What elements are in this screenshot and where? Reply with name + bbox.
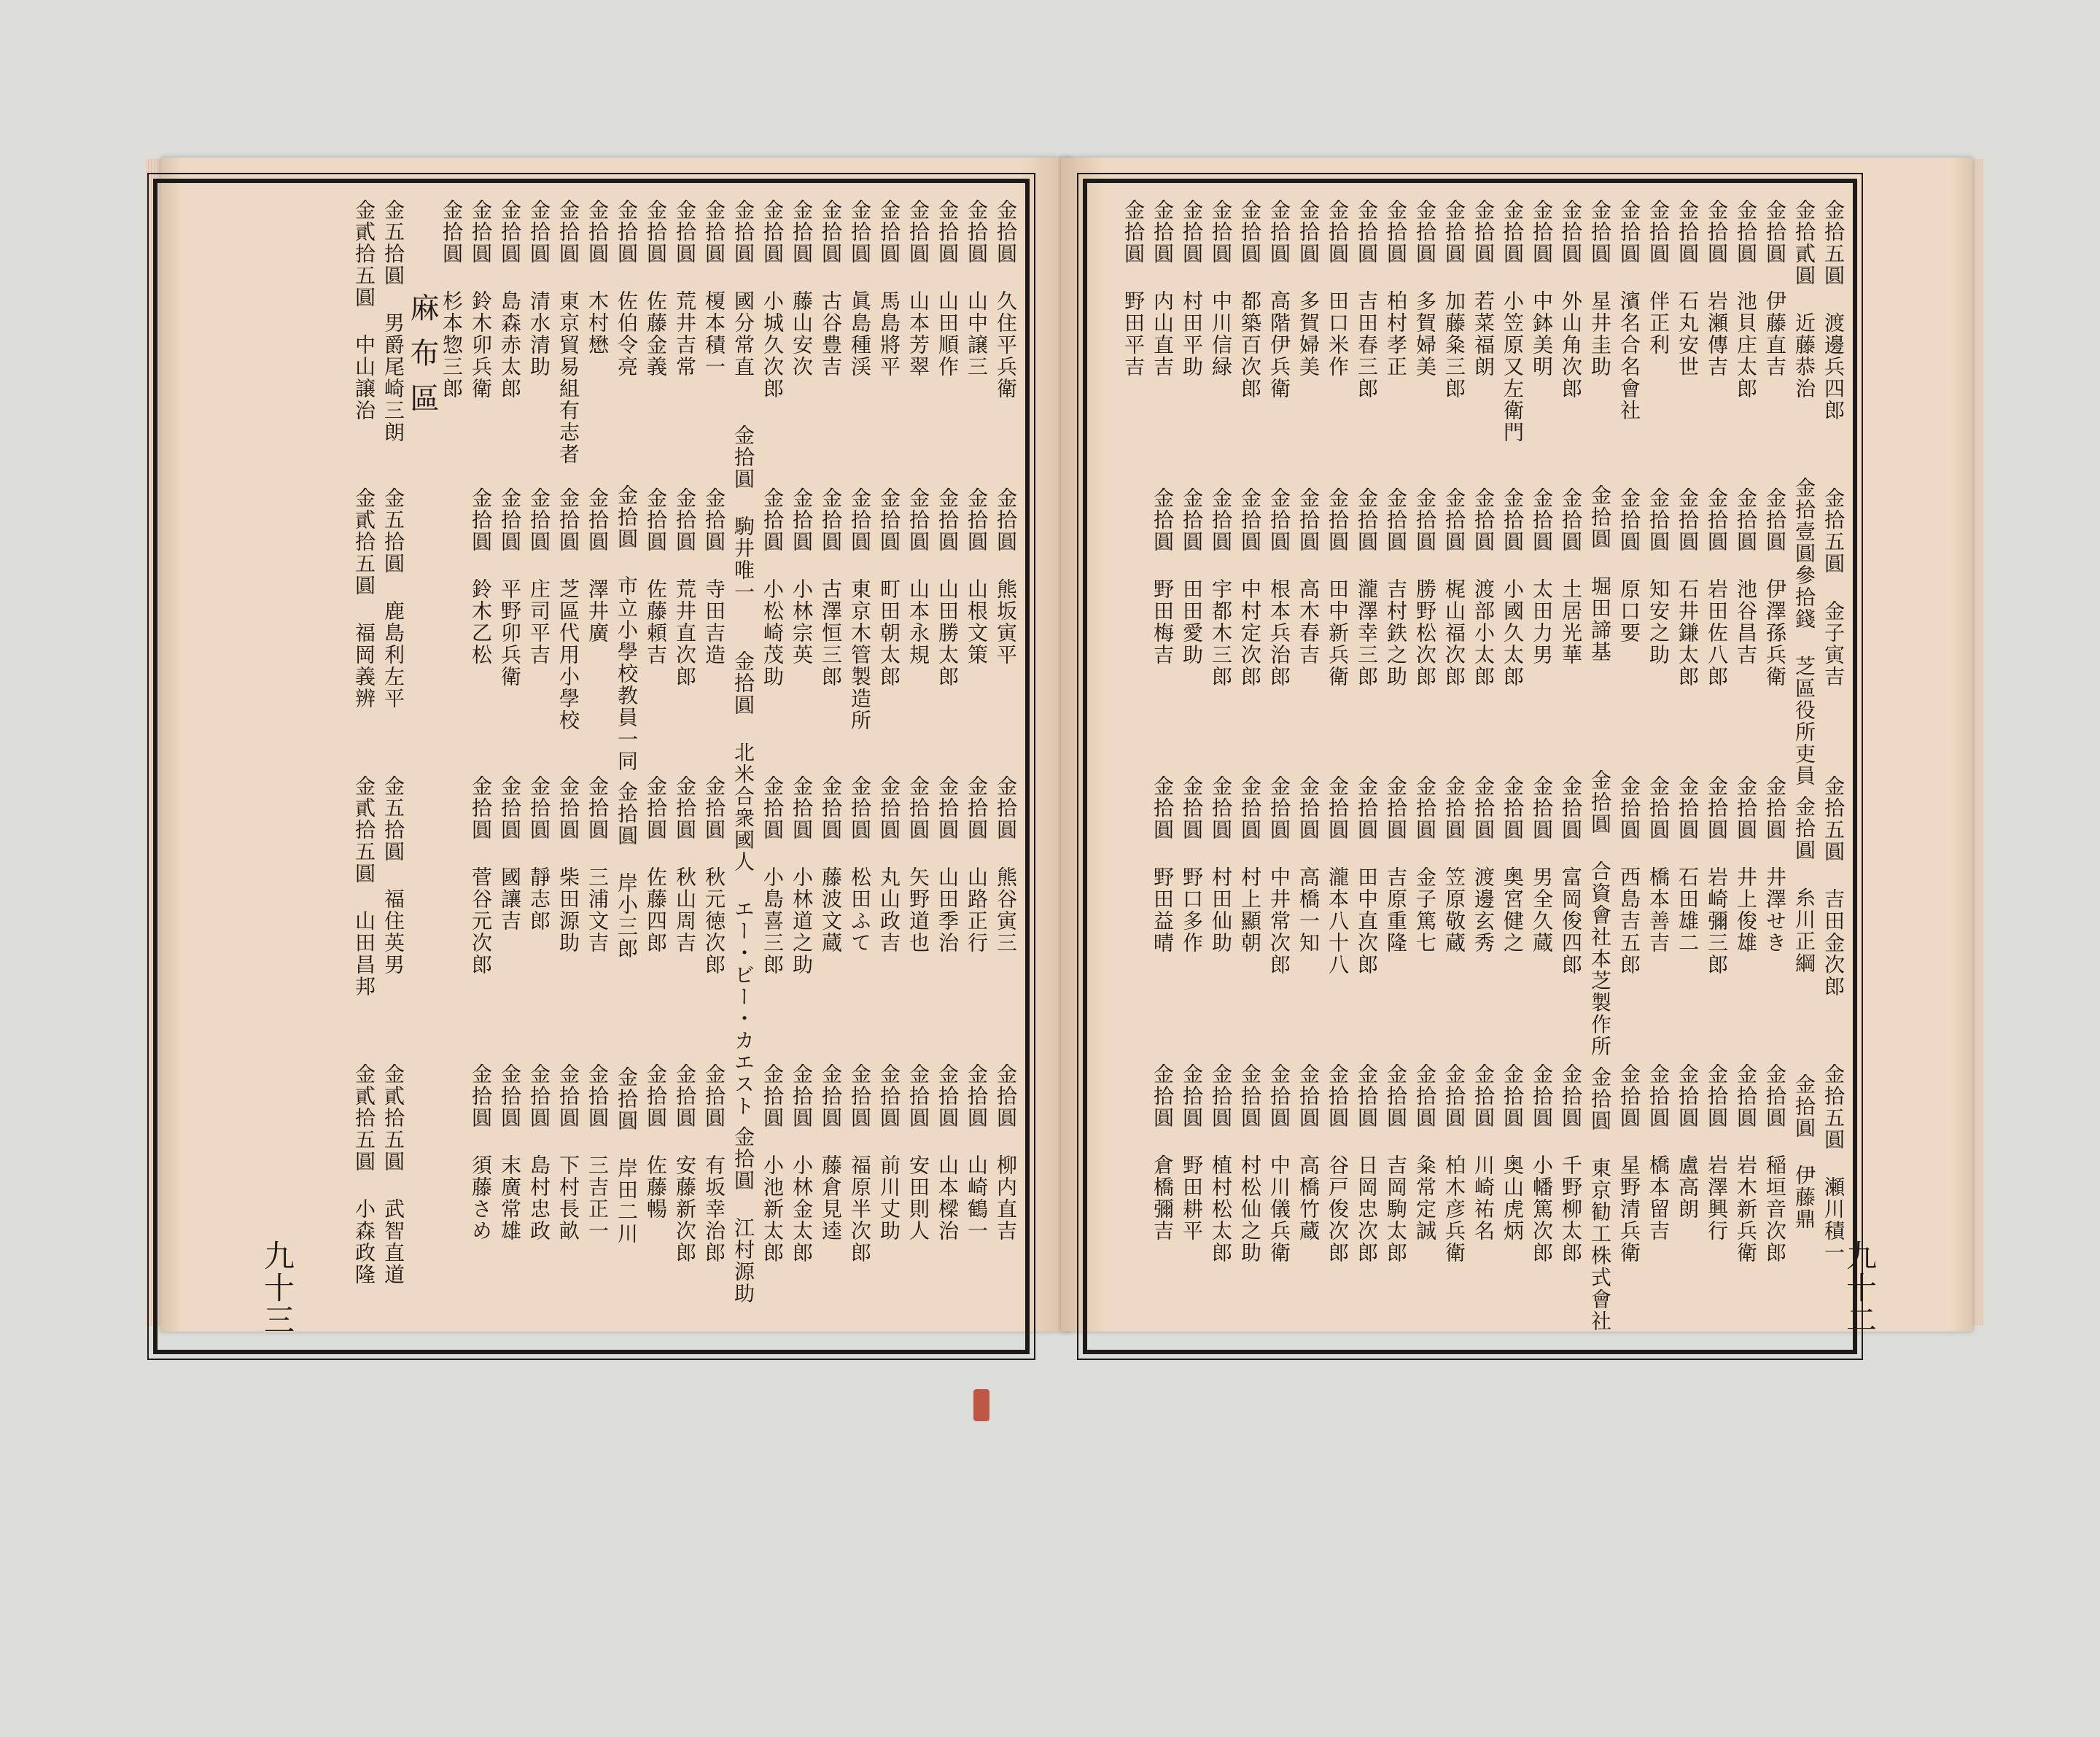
donor-entry: 金拾圓 島森赤太郎 — [498, 199, 522, 400]
donor-entry: 金拾圓 田口米作 — [1326, 199, 1350, 378]
donor-entry: 金拾圓 岩瀬傳吉 — [1705, 199, 1729, 378]
text-column — [376, 190, 405, 1342]
donor-entry: 金拾圓 矢野道也 — [906, 775, 930, 954]
donor-entry: 金拾圓 岩田佐八郎 — [1705, 487, 1729, 688]
text-column — [872, 190, 901, 1342]
text-column — [639, 190, 668, 1342]
donor-entry: 金拾圓 藤倉見逵 — [819, 1063, 843, 1242]
donor-entry: 金拾圓 勝野松次郎 — [1413, 487, 1437, 688]
donor-entry: 金拾圓 芝區代用小學校 — [556, 487, 580, 731]
donor-entry: 金拾圓 安藤新次郎 — [673, 1063, 697, 1264]
donor-entry: 金拾圓 奥宮健之 — [1501, 775, 1525, 954]
donor-entry: 金拾圓 佐藤頼吉 — [644, 487, 668, 666]
donor-entry: 金拾圓 石丸安世 — [1676, 199, 1700, 378]
donor-entry: 金拾圓 藤山安次 — [790, 199, 814, 378]
donor-entry: 金拾圓 池貝庄太郎 — [1734, 199, 1758, 400]
left-columns — [165, 190, 1018, 1342]
donor-entry: 金拾圓 吉田春三郎 — [1355, 199, 1379, 400]
text-column — [1291, 190, 1321, 1342]
text-column — [1787, 190, 1816, 1342]
text-column — [464, 190, 493, 1342]
donor-entry: 金拾圓 濱名合名會社 — [1617, 199, 1641, 421]
donor-entry: 金拾圓 島村忠政 — [527, 1063, 551, 1242]
donor-entry: 金拾圓 伊藤直吉 — [1763, 199, 1787, 378]
text-column — [610, 190, 639, 1342]
donor-entry: 金拾圓 古澤恒三郎 — [819, 487, 843, 688]
donor-entry: 金拾圓 奥山虎炳 — [1501, 1063, 1525, 1242]
text-column — [960, 190, 989, 1342]
text-column — [989, 190, 1018, 1342]
text-column — [1350, 190, 1379, 1342]
donor-entry: 金拾圓 澤井廣 — [586, 487, 610, 644]
donor-entry: 金拾圓 佐藤四郎 — [644, 775, 668, 954]
donor-entry: 金拾圓 加藤粂三郎 — [1442, 199, 1466, 400]
donor-entry: 金拾圓 國分常直 — [731, 199, 755, 378]
donor-entry: 金拾圓 星野清兵衛 — [1617, 1063, 1641, 1264]
donor-entry: 金拾圓 根本兵治郎 — [1267, 487, 1291, 688]
donor-entry: 金拾圓 山路正行 — [965, 775, 989, 954]
left-page-frame — [153, 179, 1030, 1354]
text-column — [1233, 190, 1262, 1342]
donor-entry: 金拾圓 伊澤孫兵衛 — [1763, 487, 1787, 688]
text-column — [1437, 190, 1466, 1342]
donor-entry: 金拾圓 町田朝太郎 — [877, 487, 901, 688]
donor-entry: 金拾圓 野田耕平 — [1180, 1063, 1204, 1242]
donor-entry: 金拾圓 山田季治 — [936, 775, 960, 954]
donor-entry: 金拾圓 福原半次郎 — [848, 1063, 872, 1264]
text-column — [1175, 190, 1204, 1342]
donor-entry: 金拾圓 岩崎彌三郎 — [1705, 775, 1729, 976]
donor-entry: 金拾圓 柏村孝正 — [1384, 199, 1408, 378]
donor-entry: 金拾圓 小林宗英 — [790, 487, 814, 666]
text-column — [930, 190, 960, 1342]
donor-entry: 金拾圓 池谷昌吉 — [1734, 487, 1758, 666]
text-column — [785, 190, 814, 1342]
text-column — [1408, 190, 1437, 1342]
donor-entry: 金拾圓 金子篤七 — [1413, 775, 1437, 954]
donor-entry: 金拾圓 古谷豊吉 — [819, 199, 843, 378]
donor-entry: 金拾圓 千野柳太郎 — [1559, 1063, 1583, 1264]
donor-entry: 金貳拾五圓 武智直道 — [381, 1063, 405, 1286]
donor-entry — [1116, 1054, 1146, 1342]
donor-entry: 金拾圓 山根文策 — [965, 487, 989, 666]
donor-entry: 金拾圓 熊谷寅三 — [994, 775, 1018, 954]
donor-entry: 金拾圓 有坂幸治郎 — [702, 1063, 726, 1264]
donor-entry: 金五拾圓 福住英男 — [381, 775, 405, 976]
donor-entry: 金拾圓 柴田源助 — [556, 775, 580, 954]
page-number-left: 九十三 — [260, 1240, 295, 1336]
donor-entry: 金拾圓 眞島種渓 — [848, 199, 872, 378]
text-column — [1321, 190, 1350, 1342]
donor-entry: 金拾圓 倉橋彌吉 — [1151, 1063, 1175, 1242]
donor-entry: 金拾圓 星井圭助 — [1588, 199, 1612, 378]
donor-entry: 金拾圓 山本芳翠 — [906, 199, 930, 378]
donor-entry: 金拾圓 多賀婦美 — [1296, 199, 1321, 378]
donor-entry: 金拾圓 川崎祐名 — [1471, 1063, 1496, 1242]
donor-entry: 金拾圓 岸小三郎 — [615, 781, 639, 960]
donor-entry: 金拾圓 粂常定誠 — [1413, 1063, 1437, 1242]
donor-entry: 金拾圓 鈴木乙松 — [469, 487, 493, 666]
donor-entry: 金拾圓 笠原敬蔵 — [1442, 775, 1466, 954]
text-column — [522, 190, 551, 1342]
donor-entry: 金拾圓 瀧澤幸三郎 — [1355, 487, 1379, 688]
text-column — [843, 190, 872, 1342]
donor-entry: 金拾圓 稲垣音次郎 — [1763, 1063, 1787, 1264]
donor-entry: 金拾圓 小國久太郎 — [1501, 487, 1525, 688]
text-column — [668, 190, 697, 1342]
donor-entry: 金拾圓 山中譲三 — [965, 199, 989, 378]
donor-entry: 金拾圓 駒井唯一 — [731, 424, 755, 604]
donor-entry: 金拾圓 小松崎茂助 — [761, 487, 785, 688]
donor-entry: 金拾圓 多賀婦美 — [1413, 199, 1437, 378]
donor-entry: 金拾圓 東京勧工株式會社 — [1588, 1066, 1612, 1332]
donor-entry: 金拾圓 岸田二川 — [615, 1066, 639, 1245]
donor-entry: 金拾五圓 瀬川積一 — [1821, 1063, 1846, 1264]
text-column — [1146, 190, 1175, 1342]
text-column — [347, 190, 376, 1342]
donor-entry: 金拾圓 寺田吉造 — [702, 487, 726, 666]
donor-entry: 金拾圓 吉村鉄之助 — [1384, 487, 1408, 688]
text-column — [435, 190, 464, 1342]
donor-entry: 金拾圓 知安之助 — [1646, 487, 1671, 666]
donor-entry: 金拾圓 北米合衆國人 エー・ビー・カエスト — [731, 650, 755, 1117]
donor-entry: 金拾圓 前川丈助 — [877, 1063, 901, 1242]
donor-entry: 金拾圓 佐藤金義 — [644, 199, 668, 378]
donor-entry: 金拾圓 村松仙之助 — [1238, 1063, 1262, 1264]
donor-entry: 金拾圓 伴正利 — [1646, 199, 1671, 356]
donor-entry: 金拾圓 田中新兵衛 — [1326, 487, 1350, 688]
text-column — [580, 190, 610, 1342]
donor-entry: 金拾圓 熊坂寅平 — [994, 487, 1018, 666]
text-column — [901, 190, 930, 1342]
donor-entry: 金拾圓 男全久蔵 — [1530, 775, 1554, 954]
donor-entry — [435, 478, 464, 766]
donor-entry: 金拾五圓 吉田金次郎 — [1821, 775, 1846, 998]
donor-entry: 金拾圓 内山直吉 — [1151, 199, 1175, 378]
text-column — [405, 190, 439, 1342]
donor-entry: 金拾圓 岩澤興行 — [1705, 1063, 1729, 1242]
donor-entry: 金拾圓 久住平兵衛 — [994, 199, 1018, 400]
text-column — [1496, 190, 1525, 1342]
donor-entry: 金拾圓 中川信緑 — [1209, 199, 1233, 378]
donor-entry: 金拾圓 井澤せき — [1763, 775, 1787, 954]
text-column — [1204, 190, 1233, 1342]
donor-entry: 金拾圓 三吉正一 — [586, 1063, 610, 1242]
donor-entry: 金拾圓 高橋竹蔵 — [1296, 1063, 1321, 1242]
donor-entry: 金拾圓 山田順作 — [936, 199, 960, 378]
text-column — [1262, 190, 1291, 1342]
donor-entry: 金拾圓 小幡篤次郎 — [1530, 1063, 1554, 1264]
donor-entry: 金拾圓 丸山政吉 — [877, 775, 901, 954]
donor-entry: 金拾圓 小池新太郎 — [761, 1063, 785, 1264]
donor-entry — [435, 766, 464, 1054]
donor-entry: 金拾圓 秋山周吉 — [673, 775, 697, 954]
donor-entry: 金拾圓 西島吉五郎 — [1617, 775, 1641, 976]
donor-entry: 金拾圓 渡部小太郎 — [1471, 487, 1496, 688]
donor-entry: 金拾圓 高階伊兵衛 — [1267, 199, 1291, 400]
donor-entry: 金五拾圓 男爵尾崎三朗 — [381, 199, 405, 443]
text-column — [1641, 190, 1671, 1342]
donor-entry: 金拾圓 井上俊雄 — [1734, 775, 1758, 954]
donor-entry: 金拾圓 山崎鶴一 — [965, 1063, 989, 1242]
donor-entry: 金拾圓 若菜福朗 — [1471, 199, 1496, 378]
donor-entry: 金拾圓 野口多作 — [1180, 775, 1204, 954]
text-column — [1671, 190, 1700, 1342]
donor-entry: 金拾圓 杉本惣三郎 — [440, 199, 464, 400]
donor-entry: 金拾壹圓參拾錢 芝區役所吏員 — [1792, 477, 1816, 787]
donor-entry: 金拾圓 須藤さめ — [469, 1063, 493, 1242]
donor-entry: 金拾圓 中川儀兵衛 — [1267, 1063, 1291, 1264]
donor-entry: 金拾圓 吉岡駒太郎 — [1384, 1063, 1408, 1264]
text-column — [1583, 190, 1612, 1342]
donor-entry: 金拾圓 野田益晴 — [1151, 775, 1175, 954]
donor-entry: 金拾圓 外山角次郎 — [1559, 199, 1583, 400]
donor-entry: 金拾圓 荒井直次郎 — [673, 487, 697, 688]
donor-entry: 金拾圓 江村源助 — [731, 1125, 755, 1305]
donor-entry: 金拾圓 柳内直吉 — [994, 1063, 1018, 1242]
donor-entry: 金拾圓 橋本善吉 — [1646, 775, 1671, 954]
donor-entry: 金拾圓 田田愛助 — [1180, 487, 1204, 666]
donor-entry: 金拾圓 植村松太郎 — [1209, 1063, 1233, 1264]
donor-entry: 金拾圓 堀田諦基 — [1588, 484, 1612, 663]
donor-entry: 金拾圓 吉原重隆 — [1384, 775, 1408, 954]
donor-entry: 金拾圓 靜志郎 — [527, 775, 551, 932]
donor-entry: 金拾圓 安田則人 — [906, 1063, 930, 1242]
donor-entry: 金拾圓 榎本積一 — [702, 199, 726, 378]
donor-entry: 金拾圓 村田平助 — [1180, 199, 1204, 378]
donor-entry: 金拾圓 佐伯令亮 — [615, 199, 639, 378]
donor-entry: 金拾圓 土居光華 — [1559, 487, 1583, 666]
donor-entry: 金拾圓 下村長畝 — [556, 1063, 580, 1242]
text-column — [493, 190, 522, 1342]
text-column — [1816, 190, 1846, 1342]
donor-entry: 金拾貳圓 近藤恭治 — [1792, 199, 1816, 400]
donor-entry: 金拾圓 松田ふて — [848, 775, 872, 954]
donor-entry: 金拾圓 梶山福次郎 — [1442, 487, 1466, 688]
text-column — [697, 190, 726, 1342]
donor-entry: 金拾圓 小城久次郎 — [761, 199, 785, 400]
text-column — [1525, 190, 1554, 1342]
donor-entry: 金拾圓 佐藤暢 — [644, 1063, 668, 1220]
donor-entry: 金拾圓 小林金太郎 — [790, 1063, 814, 1264]
right-page-frame — [1083, 179, 1857, 1354]
donor-entry: 金拾圓 富岡俊四郎 — [1559, 775, 1583, 976]
text-column — [1758, 190, 1787, 1342]
donor-entry: 金拾圓 田中直次郎 — [1355, 775, 1379, 976]
donor-entry: 金拾圓 岩木新兵衛 — [1734, 1063, 1758, 1264]
donor-entry: 金拾圓 宇都木三郎 — [1209, 487, 1233, 688]
donor-entry: 金拾圓 都築百次郎 — [1238, 199, 1262, 400]
donor-entry: 金貳拾五圓 中山譲治 — [352, 199, 376, 421]
text-column — [551, 190, 580, 1342]
donor-entry: 金拾圓 荒井吉常 — [673, 199, 697, 378]
text-column — [1466, 190, 1496, 1342]
text-column — [1612, 190, 1641, 1342]
donor-entry: 金拾圓 小島喜三郎 — [761, 775, 785, 976]
donor-entry: 金拾圓 小笠原又左衛門 — [1501, 199, 1525, 443]
donor-entry: 金拾圓 渡邊玄秀 — [1471, 775, 1496, 954]
donor-entry: 金拾圓 石井鎌太郎 — [1676, 487, 1700, 688]
donor-entry: 金拾五圓 金子寅吉 — [1821, 487, 1846, 688]
donor-entry: 金貳拾五圓 山田昌邦 — [352, 775, 376, 998]
donor-entry: 金拾圓 太田力男 — [1530, 487, 1554, 666]
donor-entry: 金拾圓 伊藤鼎 — [1792, 1073, 1816, 1230]
donor-entry: 金拾圓 原口要 — [1617, 487, 1641, 644]
donor-entry: 金拾圓 谷戸俊次郎 — [1326, 1063, 1350, 1264]
text-column — [1554, 190, 1583, 1342]
donor-entry: 金五拾圓 鹿島利左平 — [381, 487, 405, 710]
donor-entry: 金拾圓 國讓吉 — [498, 775, 522, 932]
donor-entry: 金拾五圓 渡邊兵四郎 — [1821, 199, 1846, 421]
red-seal-mark — [973, 1389, 989, 1421]
donor-entry: 金拾圓 小林道之助 — [790, 775, 814, 976]
donor-entry: 金拾圓 山本樑治 — [936, 1063, 960, 1242]
text-column — [755, 190, 785, 1342]
donor-entry: 金拾圓 庄司平吉 — [527, 487, 551, 666]
donor-entry: 金拾圓 中村定次郎 — [1238, 487, 1262, 688]
text-column — [1700, 190, 1729, 1342]
donor-entry — [1116, 478, 1146, 766]
donor-entry: 金拾圓 鈴木卯兵衛 — [469, 199, 493, 400]
donor-entry: 金拾圓 木村懋 — [586, 199, 610, 356]
donor-entry: 金拾圓 秋元徳次郎 — [702, 775, 726, 976]
district-heading: 麻布區 — [405, 292, 439, 428]
donor-entry: 金拾圓 糸川正綱 — [1792, 796, 1816, 974]
donor-entry: 金拾圓 末廣常雄 — [498, 1063, 522, 1242]
donor-entry: 金拾圓 三浦文吉 — [586, 775, 610, 954]
donor-entry: 金拾圓 瀧本八十八 — [1326, 775, 1350, 976]
donor-entry: 金拾圓 野田梅吉 — [1151, 487, 1175, 666]
right-columns — [1094, 190, 1846, 1342]
text-column — [814, 190, 843, 1342]
text-column — [1379, 190, 1408, 1342]
donor-entry: 金拾圓 村田仙助 — [1209, 775, 1233, 954]
donor-entry: 金拾圓 馬島將平 — [877, 199, 901, 378]
donor-entry: 金拾圓 清水清助 — [527, 199, 551, 378]
donor-entry: 金拾圓 山田勝太郎 — [936, 487, 960, 688]
text-column — [1729, 190, 1758, 1342]
donor-entry: 金拾圓 橋本留吉 — [1646, 1063, 1671, 1242]
donor-entry: 金拾圓 東京貿易組有志者 — [556, 199, 580, 465]
donor-entry — [1116, 766, 1146, 1054]
page-number-right: 九十二 — [1842, 1240, 1878, 1336]
donor-entry: 金拾圓 山本永規 — [906, 487, 930, 666]
donor-entry: 金拾圓 平野卯兵衛 — [498, 487, 522, 688]
donor-entry: 金拾圓 野田平吉 — [1121, 199, 1146, 378]
donor-entry: 金拾圓 柏木彦兵衛 — [1442, 1063, 1466, 1264]
donor-entry — [435, 1054, 464, 1342]
donor-entry: 金拾圓 高木春吉 — [1296, 487, 1321, 666]
donor-entry: 金拾圓 市立小學校教員一同 — [615, 484, 639, 772]
donor-entry: 金貳拾五圓 小森政隆 — [352, 1063, 376, 1286]
donor-entry: 金拾圓 高橋一知 — [1296, 775, 1321, 954]
donor-entry: 金拾圓 中鉢美明 — [1530, 199, 1554, 378]
donor-entry: 金拾圓 合資會社本芝製作所 — [1588, 769, 1612, 1057]
text-column — [726, 190, 755, 1342]
donor-entry: 金拾圓 藤波文蔵 — [819, 775, 843, 954]
donor-entry: 金拾圓 東京木管製造所 — [848, 487, 872, 731]
text-column — [1116, 190, 1146, 1342]
donor-entry: 金拾圓 村上顯朝 — [1238, 775, 1262, 954]
donor-entry: 金貳拾五圓 福岡義辨 — [352, 487, 376, 710]
donor-entry: 金拾圓 石田雄二 — [1676, 775, 1700, 954]
donor-entry: 金拾圓 日岡忠次郎 — [1355, 1063, 1379, 1264]
donor-entry: 金拾圓 中井常次郎 — [1267, 775, 1291, 976]
donor-entry: 金拾圓 菅谷元次郎 — [469, 775, 493, 976]
donor-entry: 金拾圓 盧高朗 — [1676, 1063, 1700, 1220]
